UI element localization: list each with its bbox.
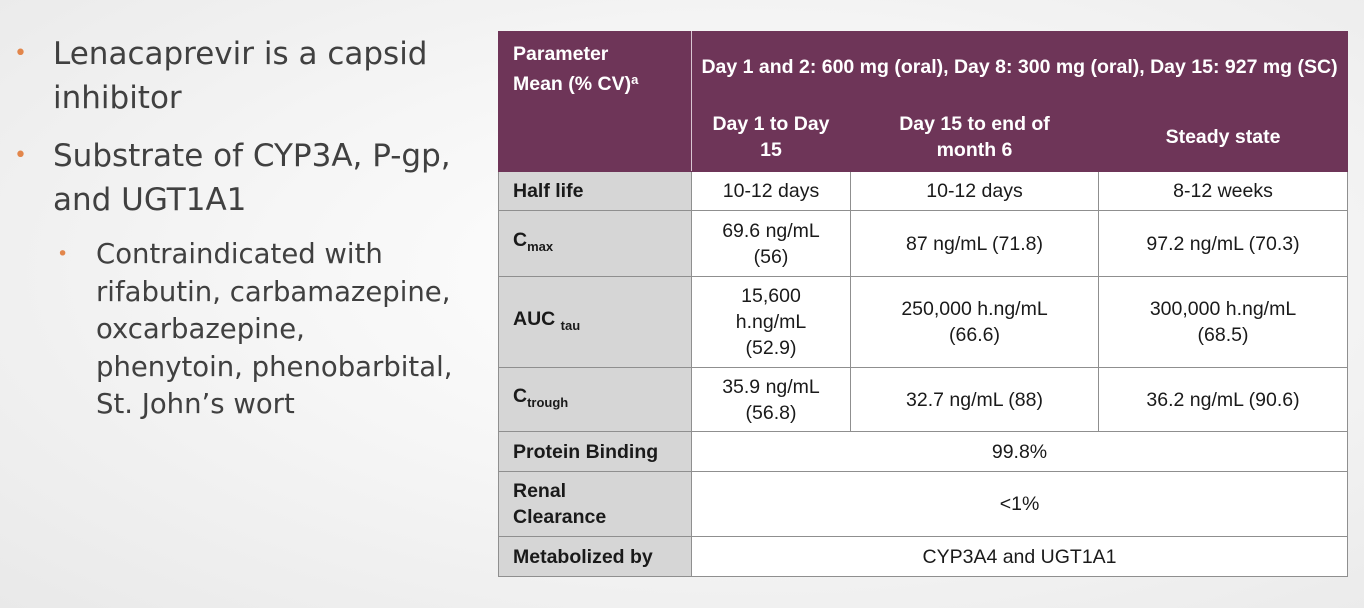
cell: 97.2 ng/mL (70.3) <box>1099 211 1348 277</box>
cell: 69.6 ng/mL (56) <box>692 211 851 277</box>
row-label-renal-clearance: Renal Clearance <box>499 472 692 537</box>
label-main: C <box>513 385 528 407</box>
cell: 250,000 h.ng/mL (66.6) <box>851 277 1099 368</box>
cell: 8-12 weeks <box>1099 172 1348 211</box>
bullet-item <box>14 134 454 222</box>
sub-bullet-item <box>53 236 454 424</box>
bullet-dot-icon: • <box>57 243 69 265</box>
pk-parameters-table <box>498 31 1348 577</box>
label-subscript: trough <box>527 395 569 410</box>
table-row <box>499 368 1348 432</box>
cell: 32.7 ng/mL (88) <box>851 368 1099 432</box>
bullet-text: Lenacaprevir is a capsid inhibitor <box>53 36 428 116</box>
parameter-header <box>499 32 692 172</box>
row-label-ctrough <box>499 368 692 432</box>
cell: 36.2 ng/mL (90.6) <box>1099 368 1348 432</box>
cell: 35.9 ng/mL (56.8) <box>692 368 851 432</box>
label-main: C <box>513 229 528 251</box>
col-header-day1-15: Day 1 to Day 15 <box>692 102 851 172</box>
label-subscript: max <box>527 239 554 254</box>
bullet-text: Substrate of CYP3A, P-gp, and UGT1A1 <box>53 138 451 218</box>
cell: 15,600 h.ng/mL (52.9) <box>692 277 851 368</box>
bullet-dot-icon: • <box>14 41 27 66</box>
cell: CYP3A4 and UGT1A1 <box>692 537 1348 577</box>
bullet-item <box>14 32 454 120</box>
row-label-cmax <box>499 211 692 277</box>
sub-bullet-text: Contraindicated with rifabutin, carbamazepine, oxcarbazepine, phenytoin, phenobarbital, St. John’s wort <box>96 238 453 420</box>
row-label-protein-binding: Protein Binding <box>499 432 692 472</box>
cell: 10-12 days <box>692 172 851 211</box>
parameter-header-line2: Mean (% CV) <box>513 73 632 95</box>
col-header-steady-state: Steady state <box>1099 102 1348 172</box>
footnote-marker: a <box>631 72 639 87</box>
bullet-dot-icon: • <box>14 143 27 168</box>
col-header-day15-month6: Day 15 to end of month 6 <box>851 102 1099 172</box>
table-row <box>499 472 1348 537</box>
cell: 300,000 h.ng/mL (68.5) <box>1099 277 1348 368</box>
table-row <box>499 211 1348 277</box>
table-row <box>499 537 1348 577</box>
table-row <box>499 172 1348 211</box>
cell: 87 ng/mL (71.8) <box>851 211 1099 277</box>
parameter-header-line1: Parameter <box>513 43 609 65</box>
row-label-metabolized-by: Metabolized by <box>499 537 692 577</box>
cell: <1% <box>692 472 1348 537</box>
dosing-header: Day 1 and 2: 600 mg (oral), Day 8: 300 mg (oral), Day 15: 927 mg (SC) <box>692 32 1348 102</box>
label-subscript: tau <box>560 317 581 333</box>
table-row <box>499 432 1348 472</box>
row-label-half-life: Half life <box>499 172 692 211</box>
row-label-auc-tau <box>499 277 692 368</box>
cell: 10-12 days <box>851 172 1099 211</box>
cell: 99.8% <box>692 432 1348 472</box>
bullet-list <box>14 32 454 424</box>
label-main: AUC <box>513 307 561 330</box>
table-row <box>499 277 1348 368</box>
